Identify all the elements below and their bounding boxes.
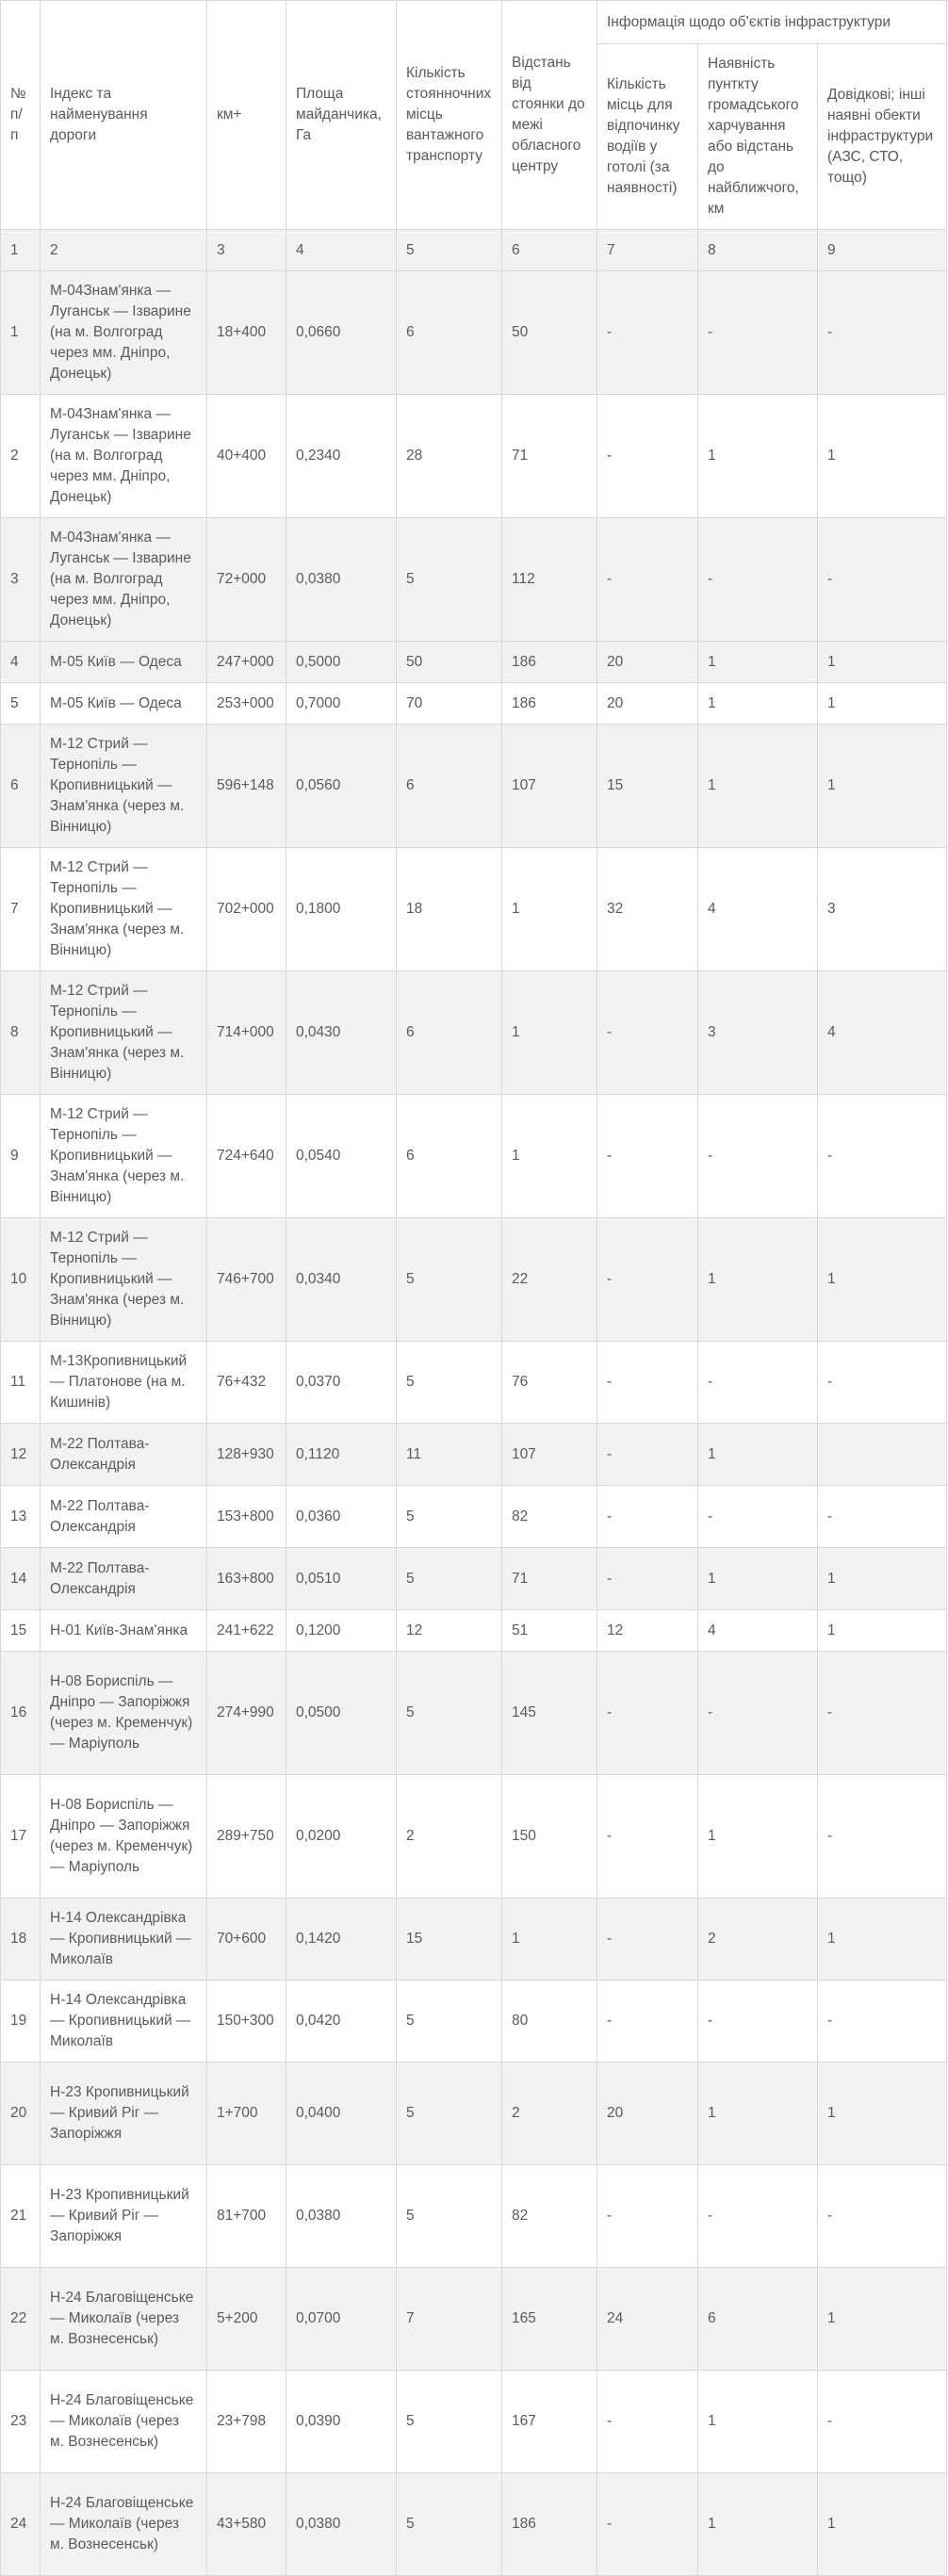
hotel-places: - xyxy=(597,1218,698,1342)
road-name: М-13Кропивницький — Платонове (на м. Кишинів) xyxy=(41,1342,207,1424)
distance: 22 xyxy=(502,1218,597,1342)
row-number: 22 xyxy=(1,2268,41,2371)
other-infra: - xyxy=(818,1981,947,2062)
hotel-places: - xyxy=(597,271,698,395)
other-infra: - xyxy=(818,518,947,642)
table-row xyxy=(1,1486,947,1548)
places: 6 xyxy=(397,971,502,1095)
food: 1 xyxy=(698,1775,818,1899)
col-number: 3 xyxy=(207,230,286,271)
col-number: 7 xyxy=(597,230,698,271)
row-number: 18 xyxy=(1,1899,41,1981)
km: 596+148 xyxy=(207,725,286,848)
hotel-places: - xyxy=(597,518,698,642)
road-name: Н-14 Олександрівка — Кропивницький — Миколаїв xyxy=(41,1981,207,2062)
km: 746+700 xyxy=(207,1218,286,1342)
hotel-places: 15 xyxy=(597,725,698,848)
other-infra: - xyxy=(818,271,947,395)
area: 0,0380 xyxy=(286,518,397,642)
other-infra: 1 xyxy=(818,2268,947,2371)
area: 0,2340 xyxy=(286,395,397,518)
row-number: 21 xyxy=(1,2165,41,2268)
km: 70+600 xyxy=(207,1899,286,1981)
hotel-places: - xyxy=(597,1775,698,1899)
hotel-places: - xyxy=(597,2473,698,2576)
road-name: М-04Знам'янка — Луганськ — Ізварине (на м. Волгоград через мм. Дніпро, Донецьк) xyxy=(41,395,207,518)
area: 0,1420 xyxy=(286,1899,397,1981)
hotel-places: 24 xyxy=(597,2268,698,2371)
area: 0,0360 xyxy=(286,1486,397,1548)
table-row xyxy=(1,2165,947,2268)
hotel-places: 12 xyxy=(597,1610,698,1652)
area: 0,0560 xyxy=(286,725,397,848)
table-row xyxy=(1,971,947,1095)
km: 702+000 xyxy=(207,848,286,971)
row-number: 12 xyxy=(1,1424,41,1486)
hotel-places: - xyxy=(597,1095,698,1218)
row-number: 13 xyxy=(1,1486,41,1548)
table-row xyxy=(1,1342,947,1424)
table-row xyxy=(1,271,947,395)
road-name: М-12 Стрий — Тернопіль — Кропивницький — Знам'янка (через м. Вінницю) xyxy=(41,1218,207,1342)
other-infra: 1 xyxy=(818,1610,947,1652)
places: 7 xyxy=(397,2268,502,2371)
road-name: М-05 Київ — Одеса xyxy=(41,683,207,725)
places: 5 xyxy=(397,2473,502,2576)
table-row xyxy=(1,2371,947,2473)
other-infra: 4 xyxy=(818,971,947,1095)
distance: 1 xyxy=(502,1899,597,1981)
distance: 80 xyxy=(502,1981,597,2062)
places: 2 xyxy=(397,1775,502,1899)
food: - xyxy=(698,2165,818,2268)
other-infra: - xyxy=(818,1652,947,1775)
distance: 82 xyxy=(502,2165,597,2268)
food: 4 xyxy=(698,848,818,971)
area: 0,0700 xyxy=(286,2268,397,2371)
row-number: 17 xyxy=(1,1775,41,1899)
road-name: М-12 Стрий — Тернопіль — Кропивницький — Знам'янка (через м. Вінницю) xyxy=(41,1095,207,1218)
row-number: 3 xyxy=(1,518,41,642)
food: - xyxy=(698,1095,818,1218)
distance: 186 xyxy=(502,683,597,725)
area: 0,7000 xyxy=(286,683,397,725)
distance: 107 xyxy=(502,725,597,848)
table-row xyxy=(1,2062,947,2165)
table-row xyxy=(1,1652,947,1775)
col-number: 1 xyxy=(1,230,41,271)
road-name: Н-24 Благовіщенське — Миколаїв (через м. Вознесенськ) xyxy=(41,2371,207,2473)
km: 40+400 xyxy=(207,395,286,518)
distance: 1 xyxy=(502,971,597,1095)
food: 1 xyxy=(698,1424,818,1486)
header-no: № п/п xyxy=(1,1,41,230)
table-row xyxy=(1,1218,947,1342)
km: 76+432 xyxy=(207,1342,286,1424)
places: 5 xyxy=(397,1548,502,1610)
hotel-places: - xyxy=(597,1486,698,1548)
area: 0,0540 xyxy=(286,1095,397,1218)
km: 150+300 xyxy=(207,1981,286,2062)
row-number: 6 xyxy=(1,725,41,848)
table-row xyxy=(1,1610,947,1652)
row-number: 7 xyxy=(1,848,41,971)
km: 43+580 xyxy=(207,2473,286,2576)
row-number: 9 xyxy=(1,1095,41,1218)
hotel-places: 20 xyxy=(597,683,698,725)
distance: 51 xyxy=(502,1610,597,1652)
distance: 71 xyxy=(502,1548,597,1610)
area: 0,1120 xyxy=(286,1424,397,1486)
header-infra-group: Інформація щодо об’єктів інфраструктури xyxy=(597,1,947,44)
distance: 165 xyxy=(502,2268,597,2371)
food: 3 xyxy=(698,971,818,1095)
area: 0,0660 xyxy=(286,271,397,395)
other-infra: 1 xyxy=(818,1218,947,1342)
other-infra xyxy=(818,1424,947,1486)
table-row xyxy=(1,2473,947,2576)
table-row xyxy=(1,683,947,725)
area: 0,1800 xyxy=(286,848,397,971)
km: 289+750 xyxy=(207,1775,286,1899)
row-number: 8 xyxy=(1,971,41,1095)
km: 128+930 xyxy=(207,1424,286,1486)
food: - xyxy=(698,518,818,642)
other-infra: 1 xyxy=(818,395,947,518)
km: 23+798 xyxy=(207,2371,286,2473)
food: 1 xyxy=(698,2371,818,2473)
distance: 145 xyxy=(502,1652,597,1775)
km: 81+700 xyxy=(207,2165,286,2268)
table-row xyxy=(1,1424,947,1486)
distance: 50 xyxy=(502,271,597,395)
road-name: М-05 Київ — Одеса xyxy=(41,642,207,683)
km: 153+800 xyxy=(207,1486,286,1548)
road-name: М-12 Стрий — Тернопіль — Кропивницький — Знам'янка (через м. Вінницю) xyxy=(41,725,207,848)
road-name: Н-23 Кропивницький — Кривий Ріг — Запоріжжя xyxy=(41,2062,207,2165)
places: 5 xyxy=(397,2165,502,2268)
hotel-places: 20 xyxy=(597,642,698,683)
row-number: 15 xyxy=(1,1610,41,1652)
km: 274+990 xyxy=(207,1652,286,1775)
places: 15 xyxy=(397,1899,502,1981)
food: - xyxy=(698,1652,818,1775)
col-number: 6 xyxy=(502,230,597,271)
row-number: 19 xyxy=(1,1981,41,2062)
header-places: Кількість стоянночних місць вантажного транспорту xyxy=(397,1,502,230)
places: 11 xyxy=(397,1424,502,1486)
table-row xyxy=(1,1899,947,1981)
area: 0,0430 xyxy=(286,971,397,1095)
places: 5 xyxy=(397,1486,502,1548)
header-km: км+ xyxy=(207,1,286,230)
km: 5+200 xyxy=(207,2268,286,2371)
header-row-1 xyxy=(1,1,947,44)
area: 0,0500 xyxy=(286,1652,397,1775)
km: 724+640 xyxy=(207,1095,286,1218)
places: 6 xyxy=(397,271,502,395)
row-number: 20 xyxy=(1,2062,41,2165)
table-row xyxy=(1,518,947,642)
area: 0,0380 xyxy=(286,2473,397,2576)
distance: 112 xyxy=(502,518,597,642)
distance: 186 xyxy=(502,642,597,683)
other-infra: - xyxy=(818,1342,947,1424)
road-name: М-22 Полтава-Олександрія xyxy=(41,1486,207,1548)
food: 1 xyxy=(698,1548,818,1610)
row-number: 16 xyxy=(1,1652,41,1775)
food: 6 xyxy=(698,2268,818,2371)
road-name: М-22 Полтава-Олександрія xyxy=(41,1424,207,1486)
places: 5 xyxy=(397,2062,502,2165)
table-row xyxy=(1,1095,947,1218)
distance: 186 xyxy=(502,2473,597,2576)
distance: 76 xyxy=(502,1342,597,1424)
col-number: 8 xyxy=(698,230,818,271)
col-number: 9 xyxy=(818,230,947,271)
food: 1 xyxy=(698,2473,818,2576)
area: 0,0370 xyxy=(286,1342,397,1424)
places: 5 xyxy=(397,1981,502,2062)
road-name: Н-24 Благовіщенське — Миколаїв (через м. Вознесенськ) xyxy=(41,2473,207,2576)
area: 0,0510 xyxy=(286,1548,397,1610)
header-area: Площа майданчика, Га xyxy=(286,1,397,230)
hotel-places: - xyxy=(597,2165,698,2268)
distance: 1 xyxy=(502,1095,597,1218)
food: - xyxy=(698,271,818,395)
hotel-places: - xyxy=(597,1424,698,1486)
col-number: 4 xyxy=(286,230,397,271)
places: 6 xyxy=(397,725,502,848)
food: - xyxy=(698,1486,818,1548)
km: 247+000 xyxy=(207,642,286,683)
food: 4 xyxy=(698,1610,818,1652)
food: - xyxy=(698,1981,818,2062)
other-infra: 1 xyxy=(818,725,947,848)
places: 12 xyxy=(397,1610,502,1652)
hotel-places: 32 xyxy=(597,848,698,971)
other-infra: 1 xyxy=(818,1899,947,1981)
row-number: 1 xyxy=(1,271,41,395)
places: 70 xyxy=(397,683,502,725)
road-name: М-22 Полтава-Олександрія xyxy=(41,1548,207,1610)
road-name: Н-08 Бориспіль — Дніпро — Запоріжжя (через м. Кременчук) — Маріуполь xyxy=(41,1775,207,1899)
other-infra: 1 xyxy=(818,683,947,725)
places: 50 xyxy=(397,642,502,683)
places: 6 xyxy=(397,1095,502,1218)
road-name: Н-08 Бориспіль — Дніпро — Запоріжжя (через м. Кременчук) — Маріуполь xyxy=(41,1652,207,1775)
hotel-places: - xyxy=(597,1981,698,2062)
distance: 82 xyxy=(502,1486,597,1548)
area: 0,0400 xyxy=(286,2062,397,2165)
places: 5 xyxy=(397,518,502,642)
area: 0,0420 xyxy=(286,1981,397,2062)
places: 18 xyxy=(397,848,502,971)
km: 163+800 xyxy=(207,1548,286,1610)
header-hotel: Кількість місць для відпочинку водіїв у готолі (за наявності) xyxy=(597,44,698,230)
other-infra: - xyxy=(818,2371,947,2473)
distance: 167 xyxy=(502,2371,597,2473)
road-name: М-04Знам'янка — Луганськ — Ізварине (на м. Волгоград через мм. Дніпро, Донецьк) xyxy=(41,271,207,395)
food: 1 xyxy=(698,1218,818,1342)
col-number: 2 xyxy=(41,230,207,271)
distance: 71 xyxy=(502,395,597,518)
hotel-places: - xyxy=(597,395,698,518)
col-number: 5 xyxy=(397,230,502,271)
km: 72+000 xyxy=(207,518,286,642)
food: 1 xyxy=(698,2062,818,2165)
table-row xyxy=(1,1548,947,1610)
other-infra: 1 xyxy=(818,642,947,683)
row-number: 4 xyxy=(1,642,41,683)
column-number-row xyxy=(1,230,947,271)
distance: 2 xyxy=(502,2062,597,2165)
food: 1 xyxy=(698,395,818,518)
header-other: Довідкові; інші наявні обекти інфраструктури (АЗС, СТО, тощо) xyxy=(818,44,947,230)
km: 714+000 xyxy=(207,971,286,1095)
km: 253+000 xyxy=(207,683,286,725)
row-number: 2 xyxy=(1,395,41,518)
table-row xyxy=(1,848,947,971)
row-number: 11 xyxy=(1,1342,41,1424)
food: - xyxy=(698,1342,818,1424)
row-number: 5 xyxy=(1,683,41,725)
hotel-places: 20 xyxy=(597,2062,698,2165)
hotel-places: - xyxy=(597,2371,698,2473)
header-food: Наявність пунткту громадського харчування або відстань до найближчого, км xyxy=(698,44,818,230)
food: 1 xyxy=(698,725,818,848)
other-infra: 1 xyxy=(818,1548,947,1610)
other-infra: - xyxy=(818,1775,947,1899)
food: 2 xyxy=(698,1899,818,1981)
area: 0,1200 xyxy=(286,1610,397,1652)
area: 0,0380 xyxy=(286,2165,397,2268)
places: 5 xyxy=(397,2371,502,2473)
row-number: 14 xyxy=(1,1548,41,1610)
table-row xyxy=(1,2268,947,2371)
places: 5 xyxy=(397,1342,502,1424)
places: 28 xyxy=(397,395,502,518)
road-name: Н-14 Олександрівка — Кропивницький — Миколаїв xyxy=(41,1899,207,1981)
area: 0,0200 xyxy=(286,1775,397,1899)
other-infra: 1 xyxy=(818,2062,947,2165)
places: 5 xyxy=(397,1218,502,1342)
hotel-places: - xyxy=(597,1342,698,1424)
row-number: 23 xyxy=(1,2371,41,2473)
row-number: 10 xyxy=(1,1218,41,1342)
other-infra: 3 xyxy=(818,848,947,971)
road-name: М-12 Стрий — Тернопіль — Кропивницький — Знам'янка (через м. Вінницю) xyxy=(41,848,207,971)
hotel-places: - xyxy=(597,1548,698,1610)
table-row xyxy=(1,642,947,683)
table-row xyxy=(1,1981,947,2062)
header-distance: Відстань від стоянки до межі обласного центру xyxy=(502,1,597,230)
hotel-places: - xyxy=(597,1652,698,1775)
road-name: Н-01 Київ-Знам'янка xyxy=(41,1610,207,1652)
area: 0,5000 xyxy=(286,642,397,683)
area: 0,0390 xyxy=(286,2371,397,2473)
food: 1 xyxy=(698,642,818,683)
road-name: М-12 Стрий — Тернопіль — Кропивницький — Знам'янка (через м. Вінницю) xyxy=(41,971,207,1095)
table-row xyxy=(1,1775,947,1899)
road-name: Н-24 Благовіщенське — Миколаїв (через м. Вознесенськ) xyxy=(41,2268,207,2371)
road-name: Н-23 Кропивницький — Кривий Ріг — Запоріжжя xyxy=(41,2165,207,2268)
road-name: М-04Знам'янка — Луганськ — Ізварине (на м. Волгоград через мм. Дніпро, Донецьк) xyxy=(41,518,207,642)
other-infra: - xyxy=(818,2165,947,2268)
places: 5 xyxy=(397,1652,502,1775)
table-row xyxy=(1,395,947,518)
other-infra: 1 xyxy=(818,2473,947,2576)
table-row xyxy=(1,725,947,848)
row-number: 24 xyxy=(1,2473,41,2576)
hotel-places: - xyxy=(597,971,698,1095)
km: 241+622 xyxy=(207,1610,286,1652)
distance: 150 xyxy=(502,1775,597,1899)
km: 18+400 xyxy=(207,271,286,395)
other-infra: - xyxy=(818,1486,947,1548)
distance: 107 xyxy=(502,1424,597,1486)
other-infra: - xyxy=(818,1095,947,1218)
km: 1+700 xyxy=(207,2062,286,2165)
food: 1 xyxy=(698,683,818,725)
hotel-places: - xyxy=(597,1899,698,1981)
header-road: Індекс та найменування дороги xyxy=(41,1,207,230)
area: 0,0340 xyxy=(286,1218,397,1342)
distance: 1 xyxy=(502,848,597,971)
